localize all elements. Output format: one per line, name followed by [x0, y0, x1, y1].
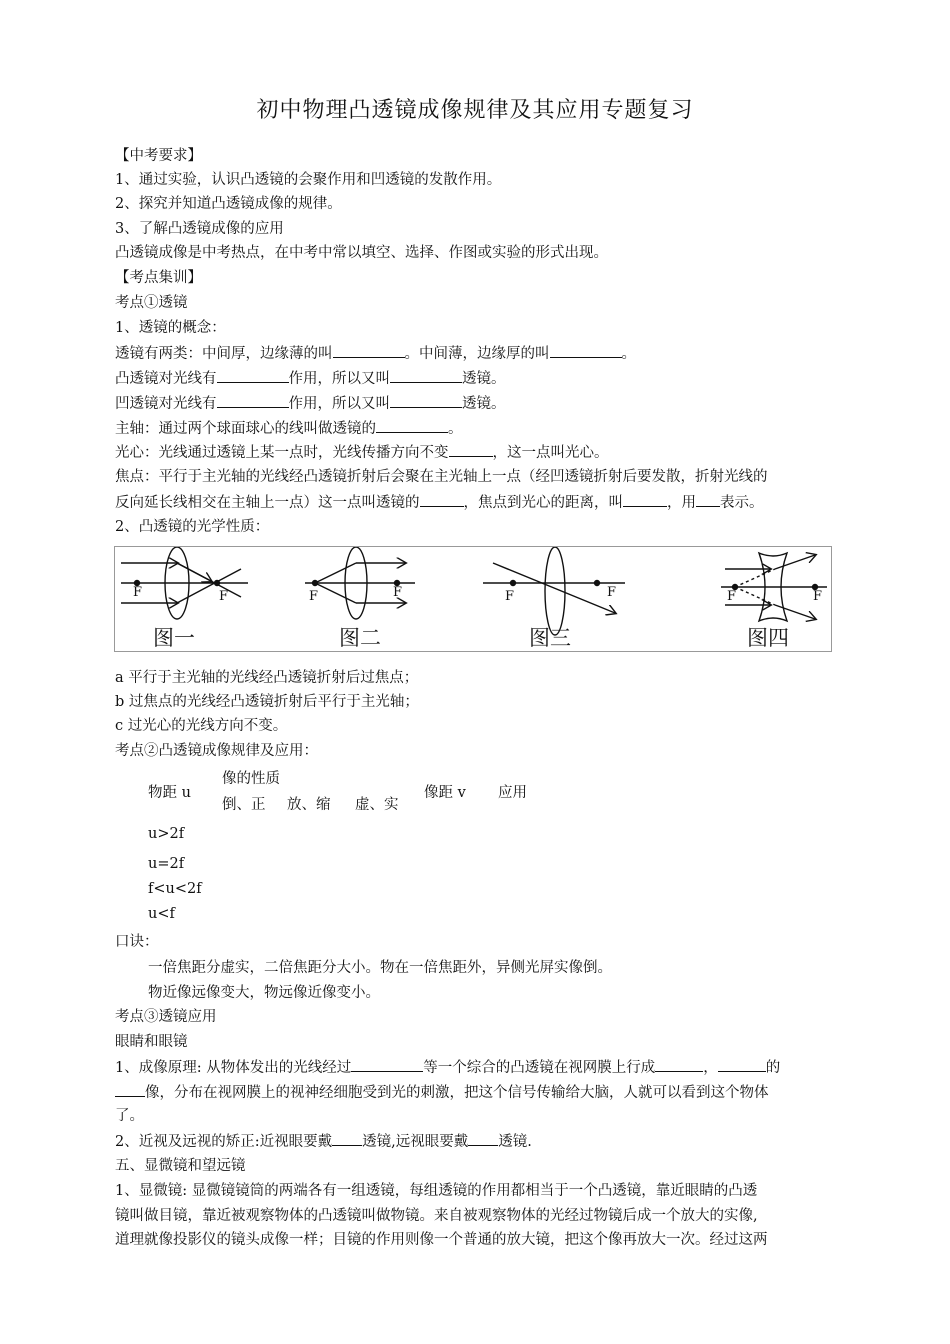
- topic-heading: 考点③透镜应用: [115, 1009, 217, 1025]
- blank[interactable]: [623, 492, 667, 507]
- property-b: b 过焦点的光线经凸透镜折射后平行于主光轴；: [115, 694, 419, 710]
- exam-note: 凸透镜成像是中考热点，在中考中常以填空、选择、作图或实验的形式出现。: [115, 245, 608, 261]
- requirement-1: 1、通过实验，认识凸透镜的会聚作用和凹透镜的发散作用。: [115, 172, 502, 188]
- table-subheader: 放、缩: [287, 797, 331, 813]
- focus-label: F: [219, 589, 229, 604]
- blank[interactable]: [217, 393, 289, 408]
- section-heading: 【考点集训】: [115, 270, 202, 286]
- figure-label-2: 图二: [339, 626, 381, 650]
- section-heading: 【中考要求】: [115, 148, 202, 164]
- focus-label: F: [133, 585, 143, 600]
- blank[interactable]: [332, 1131, 362, 1146]
- table-row: f<u<2f: [148, 881, 202, 897]
- table-header-v: 像距 v: [424, 785, 466, 801]
- blank[interactable]: [468, 1131, 498, 1146]
- blank[interactable]: [550, 343, 622, 358]
- focus-label: F: [727, 589, 737, 604]
- requirement-2: 2、探究并知道凸透镜成像的规律。: [115, 196, 342, 212]
- focus-definition-line1: 焦点：平行于主光轴的光线经凸透镜折射后会聚在主光轴上一点（经凹透镜折射后要发散，折射光线的: [115, 469, 768, 485]
- figure-label-4: 图四: [747, 626, 789, 650]
- focus-label: F: [607, 585, 617, 600]
- focus-label: F: [393, 585, 403, 600]
- figure-4-diagram: [721, 553, 827, 621]
- figure-label-3: 图三: [529, 626, 571, 650]
- blank[interactable]: [333, 343, 405, 358]
- table-row: u>2f: [148, 826, 185, 842]
- fill-line: 透镜有两类：中间厚，边缘薄的叫 。中间薄，边缘厚的叫 。: [115, 343, 636, 364]
- mnemonic-line: 物近像远像变大，物远像近像变小。: [148, 985, 380, 1001]
- property-c: c 过光心的光线方向不变。: [115, 718, 288, 734]
- figure-2-diagram: [305, 547, 415, 619]
- blank[interactable]: [655, 1057, 703, 1072]
- lens-diagrams: [114, 546, 832, 652]
- subtopic-heading: 眼睛和眼镜: [115, 1034, 188, 1050]
- paragraph-line: 镜叫做目镜，靠近被观察物体的凸透镜叫做物镜。来自被观察物体的光经过物镜后成一个放大的实像,: [115, 1208, 758, 1224]
- focus-label: F: [505, 589, 515, 604]
- table-header-property: 像的性质: [222, 771, 280, 787]
- fill-line: 凹透镜对光线有 作用，所以又叫 透镜。: [115, 393, 506, 414]
- fill-line: 2、近视及远视的矫正:近视眼要戴 透镜,远视眼要戴 透镜.: [115, 1131, 532, 1152]
- paragraph-line: 了。: [115, 1108, 144, 1124]
- blank[interactable]: [696, 492, 720, 507]
- table-header-application: 应用: [498, 785, 527, 801]
- requirement-3: 3、了解凸透镜成像的应用: [115, 221, 284, 237]
- fill-line: 反向延长线相交在主轴上一点）这一点叫透镜的 ，焦点到光心的距离，叫 ，用 表示。: [115, 492, 764, 513]
- blank[interactable]: [217, 368, 289, 383]
- table-header-u: 物距 u: [148, 785, 191, 801]
- page-title: 初中物理凸透镜成像规律及其应用专题复习: [256, 98, 694, 123]
- table-row: u<f: [148, 906, 175, 922]
- blank[interactable]: [420, 492, 464, 507]
- subtopic-heading: 2、凸透镜的光学性质：: [115, 519, 270, 535]
- fill-line: 1、成像原理: 从物体发出的光线经过 等一个综合的凸透镜在视网膜上行成 ， 的: [115, 1057, 780, 1078]
- section-heading: 五、显微镜和望远镜: [115, 1158, 246, 1174]
- subtopic-heading: 1、透镜的概念：: [115, 320, 226, 336]
- blank[interactable]: [390, 393, 462, 408]
- figure-1-diagram: [121, 547, 248, 619]
- blank[interactable]: [449, 442, 493, 457]
- fill-line: 像，分布在视网膜上的视神经细胞受到光的刺激，把这个信号传输给大脑，人就可以看到这个物体: [115, 1082, 769, 1103]
- blank[interactable]: [351, 1057, 423, 1072]
- table-subheader: 虚、实: [355, 797, 399, 813]
- topic-heading: 考点②凸透镜成像规律及应用：: [115, 743, 318, 759]
- paragraph-line: 道理就像投影仪的镜头成像一样；目镜的作用则像一个普通的放大镜，把这个像再放大一次。经过这两: [115, 1232, 768, 1248]
- blank[interactable]: [376, 418, 448, 433]
- paragraph-line: 1、显微镜: 显微镜镜筒的两端各有一组透镜，每组透镜的作用都相当于一个凸透镜，靠近眼睛的凸透: [115, 1183, 758, 1199]
- topic-heading: 考点①透镜: [115, 295, 188, 311]
- fill-line: 光心：光线通过透镜上某一点时，光线传播方向不变 ，这一点叫光心。: [115, 442, 609, 463]
- mnemonic-heading: 口诀：: [115, 934, 159, 950]
- property-a: a 平行于主光轴的光线经凸透镜折射后过焦点；: [115, 670, 419, 686]
- table-row: u=2f: [148, 856, 185, 872]
- table-subheader: 倒、正: [222, 797, 266, 813]
- fill-line: 主轴：通过两个球面球心的线叫做透镜的 。: [115, 418, 463, 439]
- blank[interactable]: [390, 368, 462, 383]
- figure-label-1: 图一: [153, 626, 195, 650]
- focus-label: F: [309, 589, 319, 604]
- focus-label: F: [813, 589, 823, 604]
- mnemonic-line: 一倍焦距分虚实，二倍焦距分大小。物在一倍焦距外，异侧光屏实像倒。: [148, 960, 612, 976]
- fill-line: 凸透镜对光线有 作用，所以又叫 透镜。: [115, 368, 506, 389]
- blank[interactable]: [718, 1057, 766, 1072]
- blank[interactable]: [115, 1082, 145, 1097]
